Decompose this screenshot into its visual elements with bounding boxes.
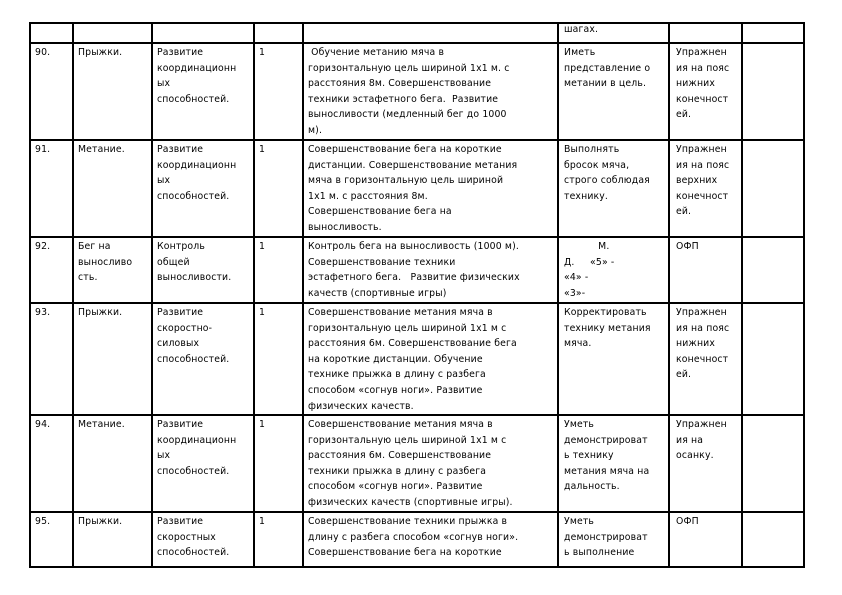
lesson-goal: Развитие координационн ых способностей.: [157, 419, 237, 477]
lesson-content: Совершенствование метания мяча в горизонтальную цель шириной 1х1 м с расстояния 6м. Совершенствование бега на короткие дистанции. Обучение технике прыжка в длину с разбега способом «согнув ноги». Развитие физических качеств.: [308, 307, 517, 412]
lesson-goal: Развитие скоростно- силовых способностей.: [157, 307, 230, 365]
lesson-content: Совершенствование бега на короткие дистанции. Совершенствование метания мяча в горизонтальную цель шириной 1х1 м. с расстояния 8м. Совершенствование бега на выносливость.: [308, 144, 518, 233]
row-number: 93.: [35, 307, 51, 318]
lesson-content: Совершенствование метания мяча в горизонтальную цель шириной 1х1 м с расстояния 6м. Совершенствование техники прыжка в длину с разбега способом «согнув ноги». Развитие физических качеств (спортивные игры).: [308, 419, 513, 508]
hours-count: 1: [259, 307, 266, 318]
hours-count: 1: [259, 516, 266, 527]
row-number: 95.: [35, 516, 51, 527]
row-divider: [29, 139, 805, 141]
homework: Упражнен ия на пояс верхних конечност ей.: [676, 144, 730, 218]
column-divider: [302, 22, 304, 568]
row-divider: [29, 414, 805, 416]
column-divider: [151, 22, 153, 568]
lesson-goal: Развитие координационн ых способностей.: [157, 47, 237, 105]
grading-standards: М. Д. «5» - «4» - «3»-: [564, 241, 615, 299]
homework: Упражнен ия на пояс нижних конечност ей.: [676, 47, 730, 121]
row-number: 91.: [35, 144, 51, 155]
lesson-section: Прыжки.: [78, 516, 123, 527]
continued-cell-text: шагах.: [564, 24, 599, 35]
lesson-goal: Развитие координационн ых способностей.: [157, 144, 237, 202]
requirements: Иметь представление о метании в цель.: [564, 47, 651, 90]
lesson-section: Прыжки.: [78, 307, 123, 318]
row-number: 90.: [35, 47, 51, 58]
hours-count: 1: [259, 419, 266, 430]
row-number: 92.: [35, 241, 51, 252]
homework: ОФП: [676, 516, 699, 527]
lesson-section: Метание.: [78, 144, 125, 155]
row-divider: [29, 511, 805, 513]
lesson-content: Обучение метанию мяча в горизонтальную цель шириной 1х1 м. с расстояния 8м. Совершенствование техники эстафетного бега. Развитие выносливости (медленный бег до 1000 м).: [308, 47, 510, 136]
row-divider: [29, 302, 805, 304]
lesson-goal: Развитие скоростных способностей.: [157, 516, 230, 559]
requirements: Корректировать технику метания мяча.: [564, 307, 651, 350]
requirements: Выполнять бросок мяча, строго соблюдая технику.: [564, 144, 650, 202]
row-number: 94.: [35, 419, 51, 430]
table-border-right: [803, 22, 805, 568]
requirements: Уметь демонстрироват ь технику метания мяча на дальность.: [564, 419, 650, 493]
requirements: Уметь демонстрироват ь выполнение: [564, 516, 648, 559]
hours-count: 1: [259, 47, 266, 58]
lesson-section: Прыжки.: [78, 47, 123, 58]
row-divider: [29, 236, 805, 238]
homework: Упражнен ия на осанку.: [676, 419, 727, 462]
homework: ОФП: [676, 241, 699, 252]
hours-count: 1: [259, 241, 266, 252]
homework: Упражнен ия на пояс нижних конечност ей.: [676, 307, 730, 381]
lesson-content: Контроль бега на выносливость (1000 м). Совершенствование техники эстафетного бега. Развитие физических качеств (спортивные игры): [308, 241, 520, 299]
hours-count: 1: [259, 144, 266, 155]
lesson-goal: Контроль общей выносливости.: [157, 241, 232, 284]
column-divider: [72, 22, 74, 568]
column-divider: [557, 22, 559, 568]
table-border-bottom: [29, 566, 805, 568]
column-divider: [668, 22, 670, 568]
table-border-left: [29, 22, 31, 568]
lesson-section: Метание.: [78, 419, 125, 430]
column-divider: [741, 22, 743, 568]
lesson-content: Совершенствование техники прыжка в длину с разбега способом «согнув ноги». Совершенствование бега на короткие: [308, 516, 519, 559]
column-divider: [253, 22, 255, 568]
lesson-section: Бег на выносливо сть.: [78, 241, 133, 284]
table-border-top: [29, 22, 805, 24]
row-divider: [29, 42, 805, 44]
